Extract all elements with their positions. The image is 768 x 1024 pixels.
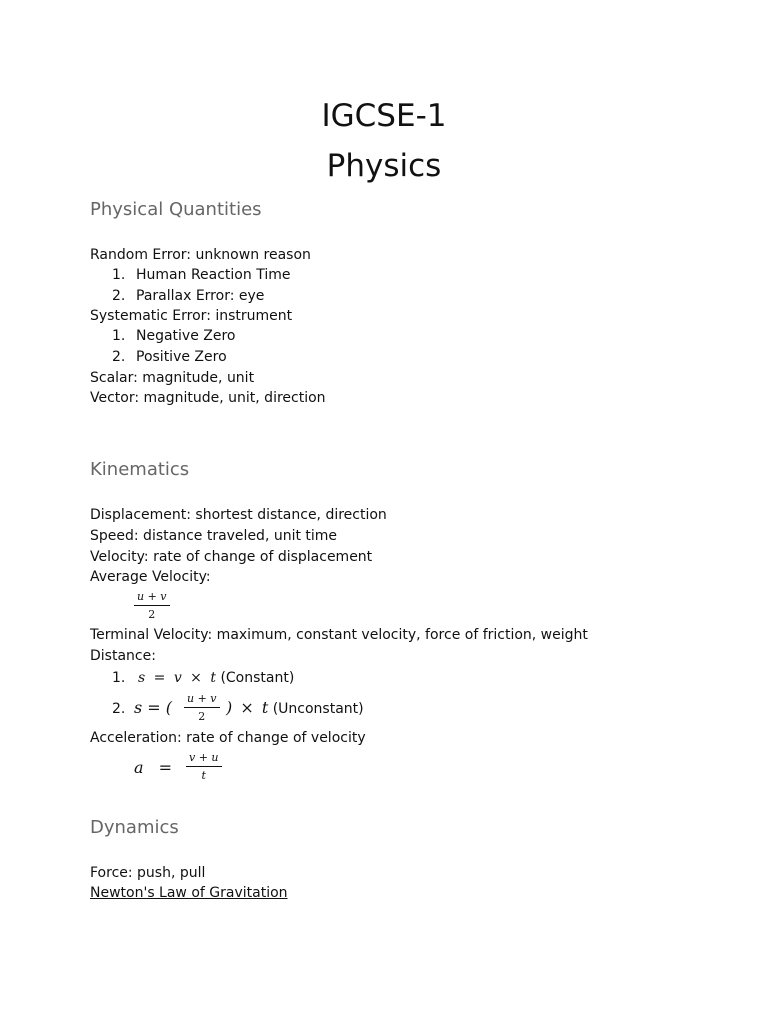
section-heading-physical-quantities: Physical Quantities xyxy=(90,199,262,220)
distance-formula-lhs xyxy=(134,698,172,719)
formula-note: (Constant) xyxy=(220,670,295,686)
fraction-numerator: u + v xyxy=(137,590,167,603)
list-number: 2. xyxy=(112,701,126,717)
list-number: 1. xyxy=(112,328,126,344)
acceleration-fraction xyxy=(186,751,222,782)
section-heading-kinematics: Kinematics xyxy=(90,459,190,480)
acceleration-line: Acceleration: rate of change of velocity xyxy=(90,730,366,746)
terminal-velocity-line: Terminal Velocity: maximum, constant velocity, force of friction, weight xyxy=(90,627,588,643)
list-item: Human Reaction Time xyxy=(136,267,291,283)
velocity-line: Velocity: rate of change of displacement xyxy=(90,549,373,565)
formula-rhs: ) × t xyxy=(226,698,269,717)
section-heading-dynamics: Dynamics xyxy=(90,817,179,838)
list-item: Positive Zero xyxy=(136,349,227,365)
distance-formula-rhs xyxy=(226,698,364,719)
list-number: 2. xyxy=(112,349,126,365)
force-line: Force: push, pull xyxy=(90,865,206,881)
vector-line: Vector: magnitude, unit, direction xyxy=(90,390,326,406)
displacement-line: Displacement: shortest distance, direction xyxy=(90,507,387,523)
fraction-bar xyxy=(186,766,222,767)
list-number: 2. xyxy=(112,288,126,304)
list-number: 1. xyxy=(112,267,126,283)
fraction-numerator: v + u xyxy=(189,751,219,764)
scalar-line: Scalar: magnitude, unit xyxy=(90,370,255,386)
fraction-denominator: t xyxy=(201,769,206,782)
distance-fraction xyxy=(184,692,220,723)
list-item: Negative Zero xyxy=(136,328,236,344)
newton-law-link[interactable]: Newton's Law of Gravitation xyxy=(90,885,288,901)
fraction-numerator: u + v xyxy=(187,692,217,705)
formula-note: (Unconstant) xyxy=(272,701,364,717)
title-line-1: IGCSE-1 xyxy=(321,98,447,134)
average-velocity-line: Average Velocity: xyxy=(90,569,211,585)
list-item: Parallax Error: eye xyxy=(136,288,265,304)
fraction-bar xyxy=(134,605,170,606)
formula-text: s = v × t xyxy=(138,670,216,686)
random-error-line: Random Error: unknown reason xyxy=(90,247,311,263)
formula-lhs: s = ( xyxy=(134,698,173,717)
systematic-error-line: Systematic Error: instrument xyxy=(90,308,293,324)
distance-line: Distance: xyxy=(90,648,156,664)
title-line-2: Physics xyxy=(326,148,442,184)
speed-line: Speed: distance traveled, unit time xyxy=(90,528,338,544)
fraction-denominator: 2 xyxy=(148,608,156,621)
average-velocity-formula xyxy=(134,590,170,621)
list-number: 1. xyxy=(112,670,126,686)
fraction-bar xyxy=(184,707,220,708)
distance-formula-constant xyxy=(138,668,294,688)
formula-lhs: a = xyxy=(134,758,173,777)
fraction-denominator: 2 xyxy=(198,710,206,723)
acceleration-formula-lhs xyxy=(134,758,172,779)
